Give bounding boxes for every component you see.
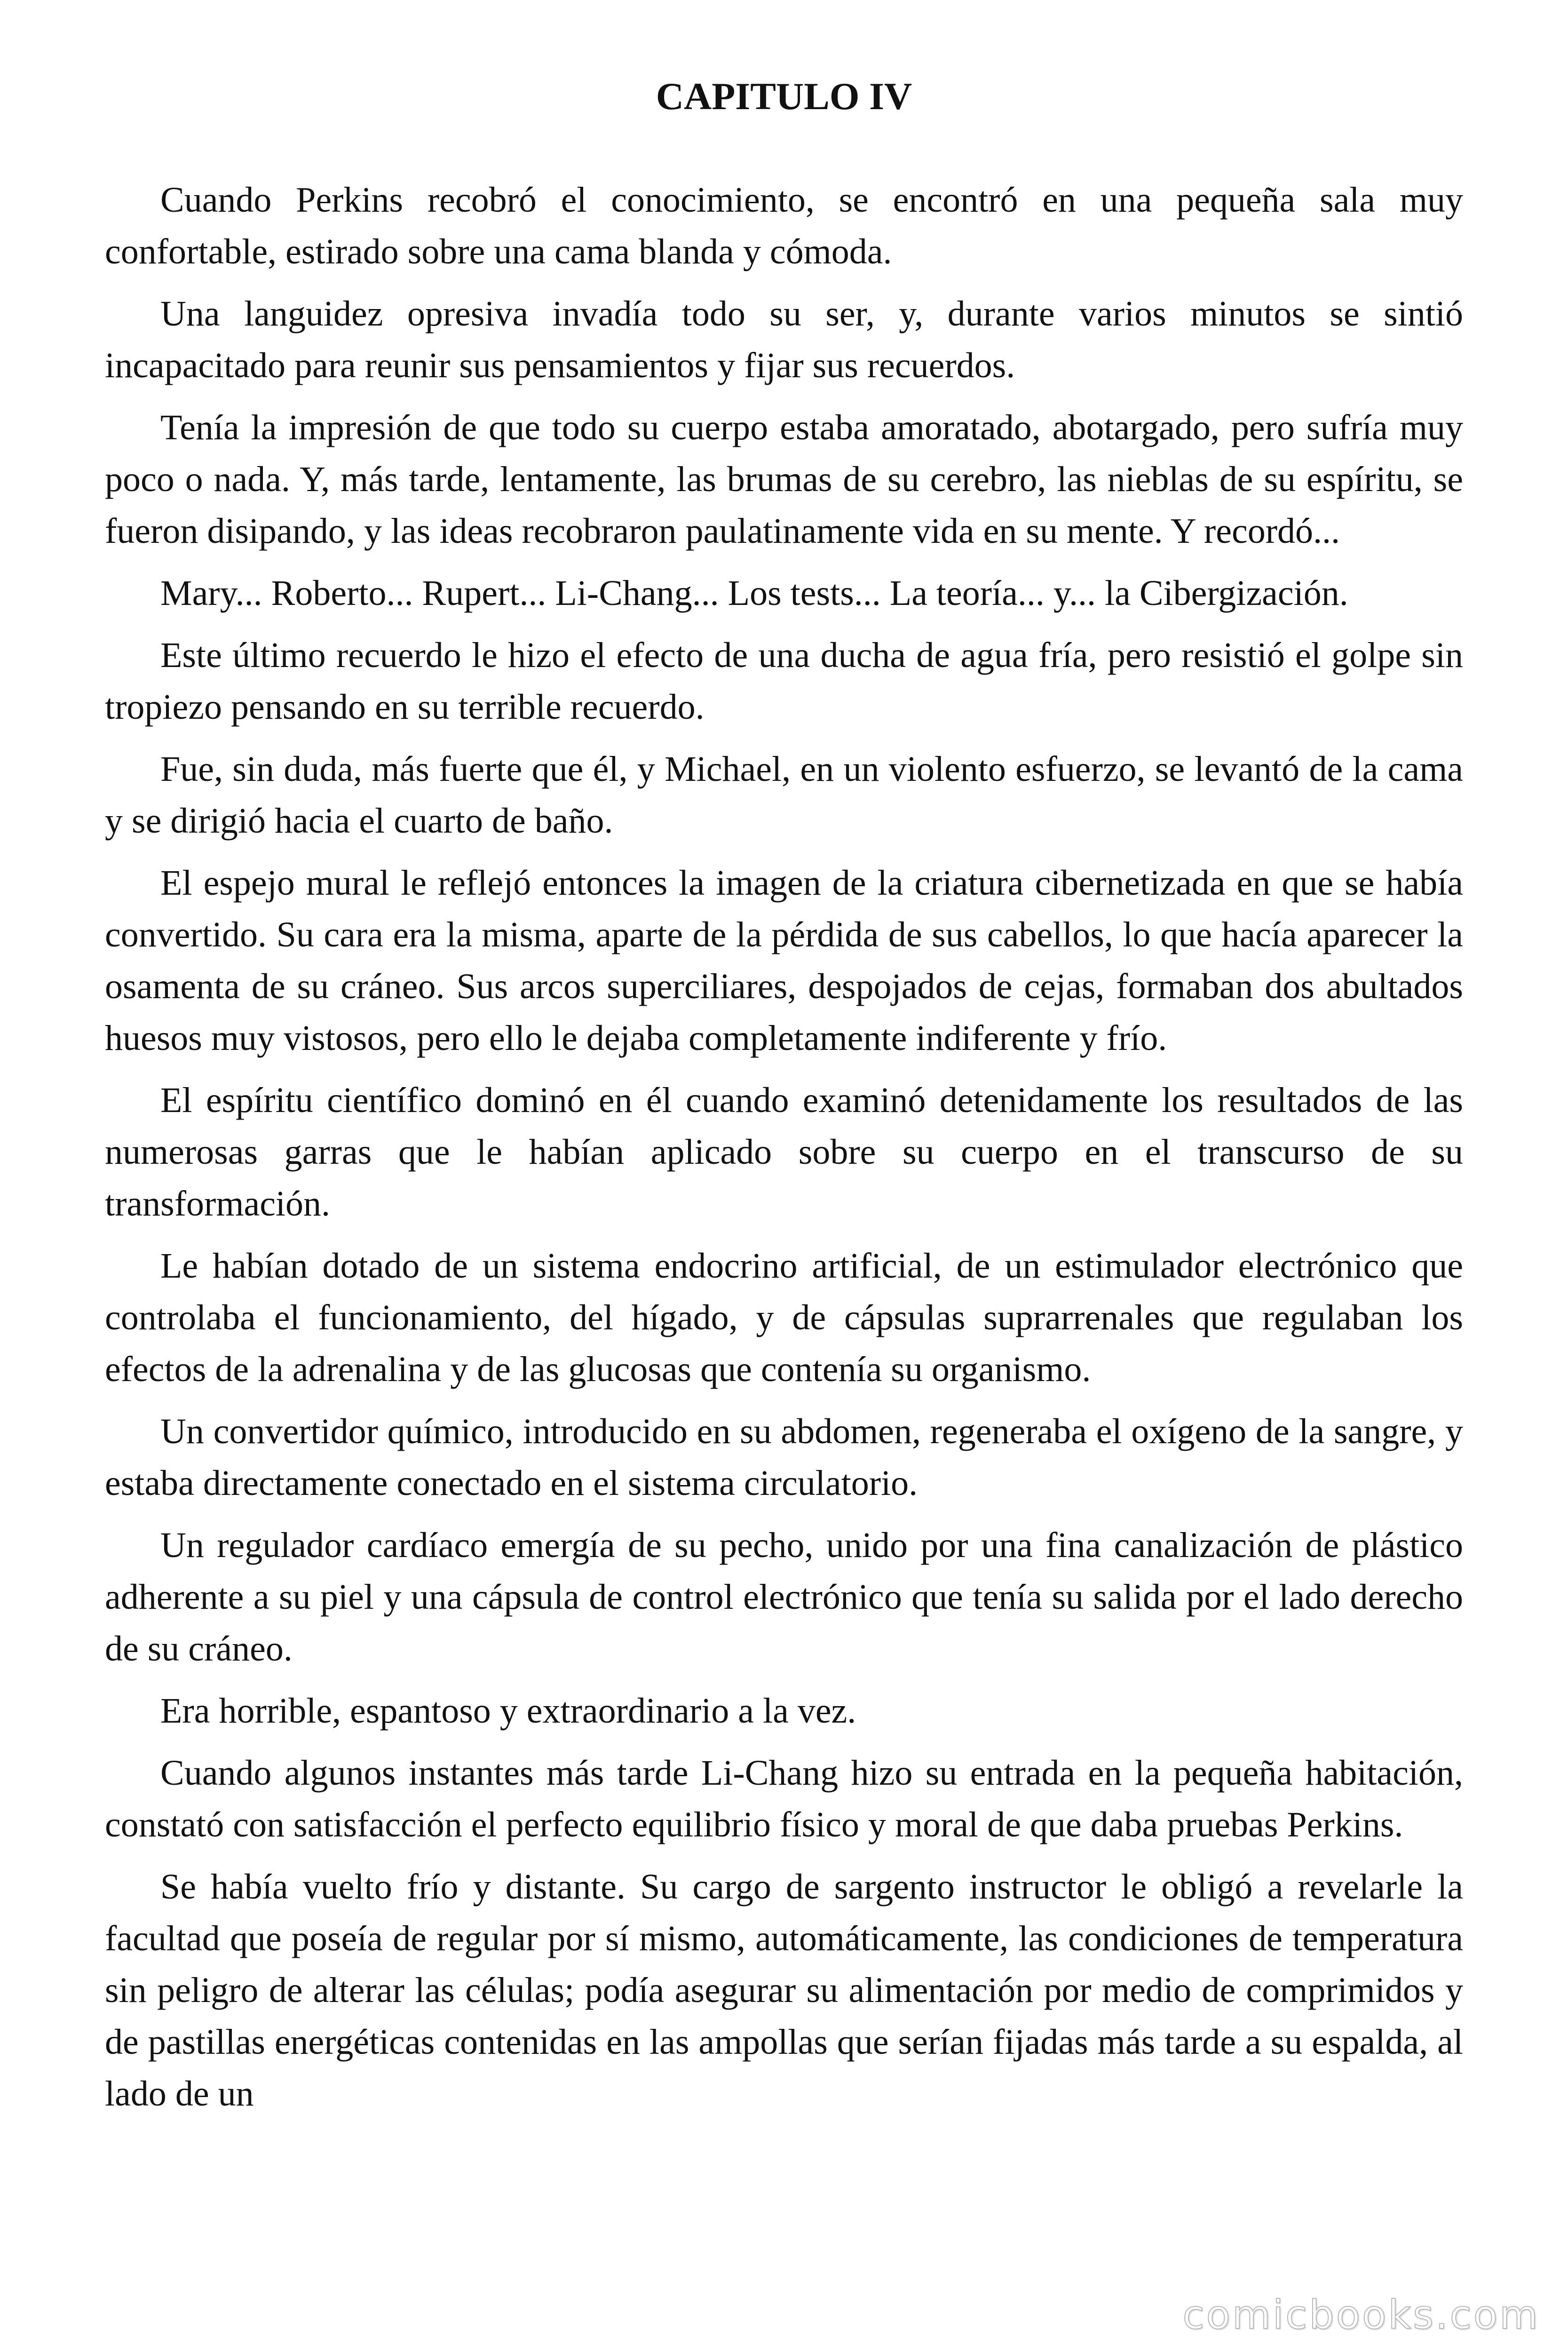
paragraph: Un regulador cardíaco emergía de su pecho, unido por una fina canalización de plástico adherente a su piel y una cápsula de control electrónico que tenía su salida por el lado derecho de su cráneo. (105, 1526, 1463, 1669)
paragraph: El espíritu científico dominó en él cuando examinó detenidamente los resultados de las numerosas garras que le habían aplicado sobre su cuerpo en el transcurso de su transformación. (105, 1081, 1463, 1224)
paragraph: Cuando algunos instantes más tarde Li-Chang hizo su entrada en la pequeña habitación, constató con satisfacción el perfecto equilibrio físico y moral de que daba pruebas Perkins. (105, 1753, 1463, 1844)
paragraph: Se había vuelto frío y distante. Su cargo de sargento instructor le obligó a revelarle la facultad que poseía de regular por sí mismo, automáticamente, las condiciones de temperatura sin peligro de alterar las células; podía asegurar su alimentación por medio de comprimidos y de pastillas energéticas contenidas en las ampollas que serían fijadas más tarde a su espalda, al lado de un (105, 1867, 1463, 2114)
chapter-body (105, 174, 1463, 2130)
paragraph: Este último recuerdo le hizo el efecto de una ducha de agua fría, pero resistió el golpe sin tropiezo pensando en su terrible recuerdo. (105, 636, 1463, 727)
watermark-logo: comicbooks.com (1182, 2292, 1540, 2338)
paragraph: Mary... Roberto... Rupert... Li-Chang... Los tests... La teoría... y... la Cibergización. (160, 573, 1348, 613)
chapter-title: CAPITULO IV (656, 75, 912, 118)
paragraph: Un convertidor químico, introducido en su abdomen, regeneraba el oxígeno de la sangre, y estaba directamente conectado en el sistema circulatorio. (105, 1412, 1463, 1503)
paragraph: Le habían dotado de un sistema endocrino artificial, de un estimulador electrónico que controlaba el funcionamiento, del hígado, y de cápsulas suprarrenales que regulaban los efectos de la adrenalina y de las glucosas que contenía su organismo. (105, 1246, 1463, 1389)
paragraph: Cuando Perkins recobró el conocimiento, se encontró en una pequeña sala muy confortable, estirado sobre una cama blanda y cómoda. (105, 180, 1463, 271)
paragraph: Era horrible, espantoso y extraordinario a la vez. (160, 1691, 856, 1731)
paragraph: Fue, sin duda, más fuerte que él, y Michael, en un violento esfuerzo, se levantó de la cama y se dirigió hacia el cuarto de baño. (105, 749, 1463, 841)
paragraph: El espejo mural le reflejó entonces la imagen de la criatura cibernetizada en que se había convertido. Su cara era la misma, aparte de la pérdida de sus cabellos, lo que hacía aparecer la osamenta de su cráneo. Sus arcos superciliares, despojados de cejas, formaban dos abultados huesos muy vistosos, pero ello le dejaba completamente indiferente y frío. (105, 863, 1463, 1058)
paragraph: Tenía la impresión de que todo su cuerpo estaba amoratado, abotargado, pero sufría muy poco o nada. Y, más tarde, lentamente, las brumas de su cerebro, las nieblas de su espíritu, se fueron disipando, y las ideas recobraron paulatinamente vida en su mente. Y recordó... (105, 408, 1463, 551)
paragraph: Una languidez opresiva invadía todo su ser, y, durante varios minutos se sintió incapacitado para reunir sus pensamientos y fijar sus recuerdos. (105, 294, 1463, 385)
book-page (105, 0, 1463, 2352)
